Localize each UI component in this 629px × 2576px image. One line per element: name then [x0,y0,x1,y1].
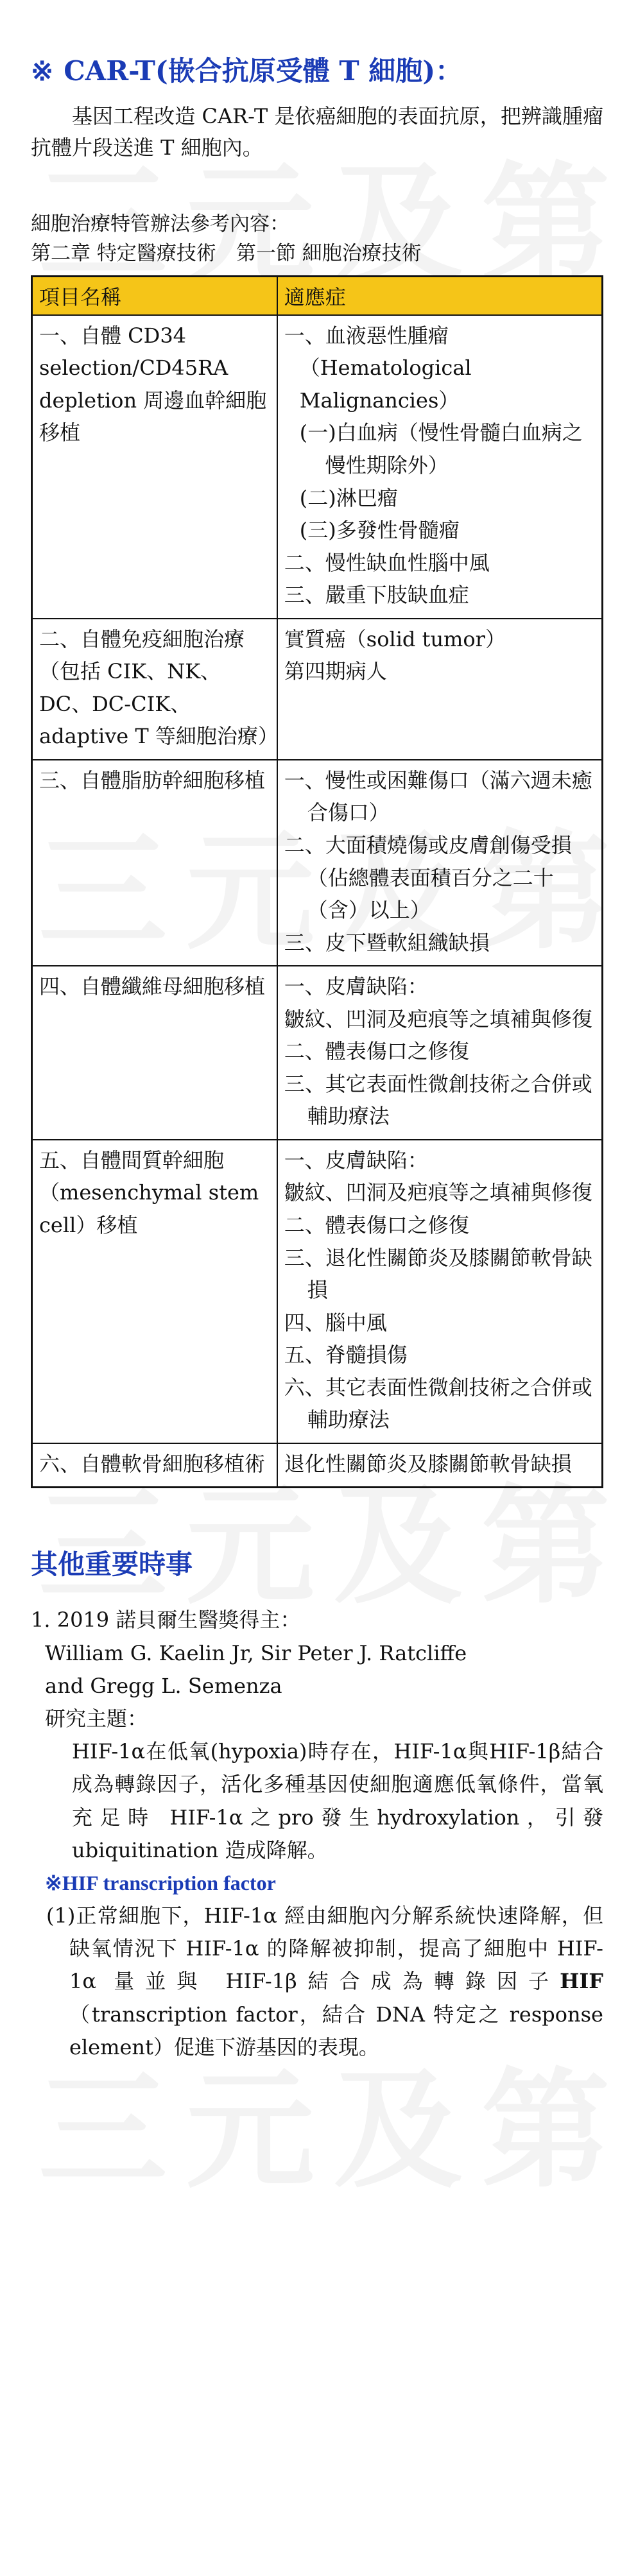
indication-line: 六、其它表面性微創技術之合併或輔助療法 [284,1375,592,1432]
table-row [32,966,603,1140]
table-header-row [32,276,603,315]
header-indication: 適應症 [277,276,603,315]
item-name-cell: 六、自體軟骨細胞移植術 [32,1443,277,1488]
hif-point-1-text-a: (1)正常細胞下，HIF-1α 經由細胞內分解系統快速降解，但缺氧情況下 HIF-1α 的降解被抑制，提高了細胞中 HIF-1α 量並與 HIF-1β結合成為轉錄因子 [46,1903,603,1994]
indication-line: 實質癌（solid tumor） [284,626,506,651]
indication-line: （Hematological Malignancies） [299,356,472,413]
header-item-name: 項目名稱 [32,276,277,315]
hif-heading: ※HIF transcription factor [45,1871,276,1894]
indication-line: 一、血液惡性腫瘤 [284,323,449,348]
cell-therapy-table [31,275,603,1489]
table-row [32,315,603,619]
table-row [32,619,603,760]
indication-cell [277,1443,603,1488]
indication-line: (一)白血病（慢性骨髓白血病之慢性期除外） [299,420,583,477]
hif-point-1-bold: HIF [560,1969,603,1994]
item-name-cell: 三、自體脂肪幹細胞移植 [32,760,277,966]
indication-line: 二、體表傷口之修復 [284,1039,469,1064]
table-row [32,1140,603,1443]
indication-line: 一、皮膚缺陷： [284,1147,428,1172]
nobel-item-head: 1. 2019 諾貝爾生醫獎得主： [31,1608,301,1633]
table-row [32,760,603,966]
indication-line: 二、慢性缺血性腦中風 [284,550,490,575]
indication-line: 一、慢性或困難傷口（滿六週未癒合傷口） [284,768,592,825]
indication-line: 三、退化性關節炎及膝關節軟骨缺損 [284,1245,592,1303]
indication-line: 五、脊髓損傷 [284,1343,408,1368]
laureates-line-1: William G. Kaelin Jr, Sir Peter J. Ratcliffe [45,1640,467,1665]
indication-line: 第四期病人 [284,659,387,684]
indication-line: 四、腦中風 [284,1310,387,1335]
reference-line-1: 細胞治療特管辦法參考內容： [31,212,289,236]
intro-paragraph: 基因工程改造 CAR-T 是依癌細胞的表面抗原，把辨識腫瘤抗體片段送進 T 細胞內。 [31,103,603,160]
reference-mark-icon: ※ [31,55,54,87]
item-name-cell: 二、自體免疫細胞治療（包括 CIK、NK、DC、DC-CIK、adaptive T 等細胞治療） [32,619,277,760]
indication-line: 三、皮下暨軟組織缺損 [284,930,490,955]
indication-cell [277,619,603,760]
indication-line: 三、嚴重下肢缺血症 [284,583,469,608]
indication-line: 二、體表傷口之修復 [284,1213,469,1237]
indication-cell [277,966,603,1140]
indication-line: 二、大面積燒傷或皮膚創傷受損（佔總體表面積百分之二十（含）以上） [284,832,572,923]
item-name-cell: 一、自體 CD34 selection/CD45RA depletion 周邊血幹細胞移植 [32,315,277,619]
indication-line: 一、皮膚缺陷： [284,974,428,999]
hif-point-1 [31,1900,603,2064]
item-name-cell: 四、自體纖維母細胞移植 [32,966,277,1140]
indication-cell [277,315,603,619]
other-section-title: 其他重要時事 [31,1549,193,1581]
item-name-cell: 五、自體間質幹細胞（mesenchymal stem cell）移植 [32,1140,277,1443]
indication-line: (三)多發性骨髓瘤 [299,518,460,543]
indication-line: 三、其它表面性微創技術之合併或輔助療法 [284,1071,592,1129]
indication-line: (二)淋巴瘤 [299,485,398,510]
section-title-text: CAR-T(嵌合抗原受體 T 細胞)： [64,55,463,87]
topic-text: HIF-1α在低氧(hypoxia)時存在，HIF-1α與HIF-1β結合成為轉錄因子，活化多種基因使細胞適應低氧條件，當氧充足時 HIF-1α之pro發生hydroxylation，引發ubiquitination 造成降解。 [72,1739,603,1862]
indication-line: 退化性關節炎及膝關節軟骨缺損 [284,1451,572,1476]
indication-cell [277,760,603,966]
indication-cell [277,1140,603,1443]
hif-point-1-text-b: （transcription factor，結合 DNA 特定之 response element）促進下游基因的表現。 [69,2002,603,2059]
indication-line: 皺紋、凹洞及疤痕等之填補與修復 [284,1006,592,1031]
section-title [31,54,603,89]
topic-label: 研究主題： [45,1706,148,1731]
table-row [32,1443,603,1488]
laureates-line-2: and Gregg L. Semenza [45,1673,282,1698]
reference-line-2: 第二章 特定醫療技術 第一節 細胞治療技術 [31,242,422,266]
indication-line: 皺紋、凹洞及疤痕等之填補與修復 [284,1180,592,1205]
